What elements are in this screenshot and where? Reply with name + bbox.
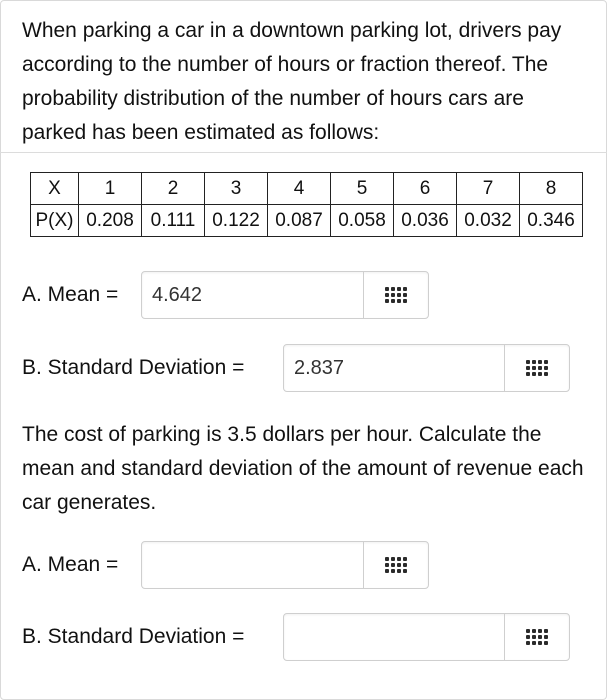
mean-answer-box bbox=[141, 271, 429, 319]
revenue-sd-label: B. Standard Deviation = bbox=[22, 625, 245, 648]
table-cell-p: 0.346 bbox=[520, 205, 583, 237]
sd-label: B. Standard Deviation = bbox=[22, 356, 245, 379]
sd-answer-box bbox=[283, 344, 570, 392]
revenue-mean-row bbox=[22, 541, 118, 589]
table-cell-x: 8 bbox=[520, 173, 583, 205]
keypad-icon[interactable] bbox=[505, 614, 569, 660]
divider bbox=[0, 152, 607, 153]
revenue-mean-label: A. Mean = bbox=[22, 553, 119, 576]
table-cell-p: 0.111 bbox=[142, 205, 205, 237]
table-header-x: X bbox=[31, 173, 79, 205]
table-cell-p: 0.087 bbox=[268, 205, 331, 237]
table-cell-p: 0.032 bbox=[457, 205, 520, 237]
table-cell-x: 1 bbox=[79, 173, 142, 205]
table-cell-p: 0.058 bbox=[331, 205, 394, 237]
problem-statement: When parking a car in a downtown parking lot, drivers pay according to the number of hours or fraction thereof. The probability distribution of the number of hours cars are parked has been estimated as follows: bbox=[22, 19, 562, 144]
keypad-icon[interactable] bbox=[364, 272, 428, 318]
table-cell-p: 0.036 bbox=[394, 205, 457, 237]
table-cell-x: 5 bbox=[331, 173, 394, 205]
sd-row bbox=[22, 344, 244, 392]
revenue-mean-input[interactable] bbox=[142, 542, 364, 588]
table-row-x bbox=[31, 173, 583, 205]
revenue-sd-input[interactable] bbox=[284, 614, 505, 660]
table-cell-x: 6 bbox=[394, 173, 457, 205]
keypad-icon[interactable] bbox=[505, 345, 569, 391]
revenue-question: The cost of parking is 3.5 dollars per hour. Calculate the mean and standard deviation of the amount of revenue each car generates. bbox=[22, 423, 584, 514]
revenue-sd-answer-box bbox=[283, 613, 570, 661]
revenue-mean-answer-box bbox=[141, 541, 429, 589]
table-cell-x: 7 bbox=[457, 173, 520, 205]
table-row-p bbox=[31, 205, 583, 237]
table-cell-p: 0.208 bbox=[79, 205, 142, 237]
mean-label: A. Mean = bbox=[22, 283, 119, 306]
revenue-sd-row bbox=[22, 613, 244, 661]
table-cell-x: 2 bbox=[142, 173, 205, 205]
mean-row bbox=[22, 271, 118, 319]
table-header-p: P(X) bbox=[31, 205, 79, 237]
table-cell-x: 4 bbox=[268, 173, 331, 205]
probability-table bbox=[30, 172, 583, 237]
table-cell-p: 0.122 bbox=[205, 205, 268, 237]
keypad-icon[interactable] bbox=[364, 542, 428, 588]
mean-input[interactable]: 4.642 bbox=[142, 272, 364, 318]
table-cell-x: 3 bbox=[205, 173, 268, 205]
sd-input[interactable]: 2.837 bbox=[284, 345, 505, 391]
